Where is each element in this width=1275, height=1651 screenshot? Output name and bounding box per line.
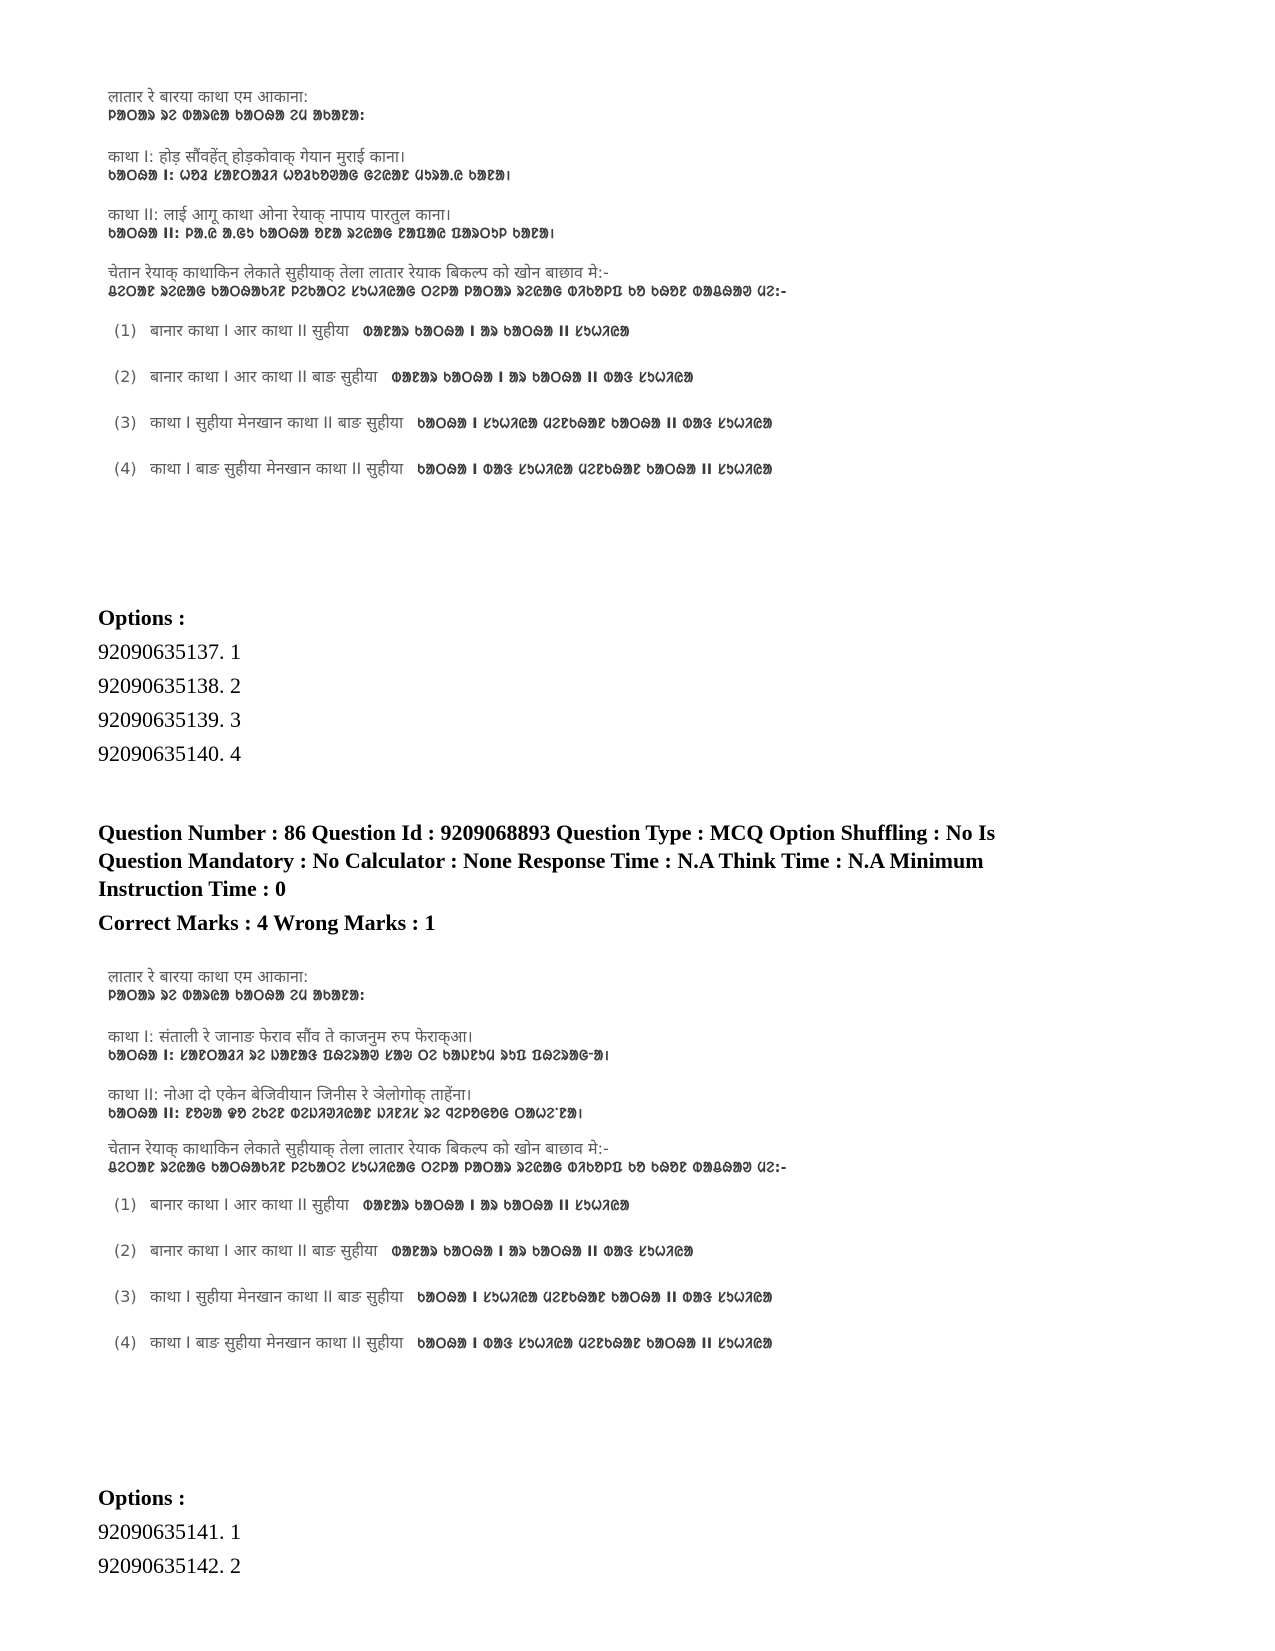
option-santali: ᱵᱟᱱᱟᱨ ᱠᱟᱛᱷᱟ I ᱟᱨ ᱠᱟᱛᱷᱟ II ᱵᱟᱝ ᱥᱩᱦᱤᱭᱟ — [391, 370, 694, 386]
q85-question-image — [108, 86, 948, 504]
q86-meta-line-2: Question Mandatory : No Calculator : None Response Time : N.A Think Time : N.A Minimum — [98, 848, 984, 873]
option-hindi: काथा I बाङ सुहीया मेनखान काथा II सुहीया — [150, 459, 404, 478]
option-hindi: काथा I सुहीया मेनखान काथा II बाङ सुहीया — [150, 413, 404, 432]
q85-statement-2-santali: ᱠᱟᱛᱷᱟ II: ᱞᱟᱹᱭ ᱟᱹᱜᱩ ᱠᱟᱛᱷᱟ ᱚᱱᱟ ᱨᱮᱭᱟᱜ ᱱᱟᱯᱟᱭ ᱯᱟᱨᱛᱩᱞ ᱠᱟᱱᱟ। — [108, 226, 555, 242]
option-santali: ᱠᱟᱛᱷᱟ I ᱵᱟᱝ ᱥᱩᱦᱤᱭᱟ ᱢᱮᱱᱠᱷᱟᱱ ᱠᱟᱛᱷᱟ II ᱥᱩᱦᱤᱭᱟ — [417, 1336, 773, 1352]
q86-statement-1-santali: ᱠᱟᱛᱷᱟ I: ᱥᱟᱱᱛᱟᱲᱤ ᱨᱮ ᱡᱟᱱᱟᱝ ᱯᱷᱮᱨᱟᱣ ᱥᱟᱶ ᱛᱮ ᱠᱟᱡᱱᱩᱢ ᱨᱩᱯ ᱯᱷᱮᱨᱟᱜᱼᱟ। — [108, 1048, 610, 1064]
option-hindi: बानार काथा I आर काथा II सुहीया — [150, 321, 349, 340]
option-santali: ᱠᱟᱛᱷᱟ I ᱥᱩᱦᱤᱭᱟ ᱢᱮᱱᱠᱷᱟᱱ ᱠᱟᱛᱷᱟ II ᱵᱟᱝ ᱥᱩᱦᱤᱭᱟ — [417, 1290, 773, 1306]
q86-meta-line-1: Question Number : 86 Question Id : 9209068893 Question Type : MCQ Option Shuffling : No Is — [98, 820, 996, 845]
option-hindi: बानार काथा I आर काथा II बाङ सुहीया — [150, 1241, 378, 1260]
option-hindi: बानार काथा I आर काथा II बाङ सुहीया — [150, 367, 378, 386]
q85-option-list — [108, 320, 948, 480]
option-id: 92090635139. 3 — [98, 707, 241, 732]
option-id: 92090635138. 2 — [98, 673, 241, 698]
q86-meta-line-3: Instruction Time : 0 — [98, 876, 287, 901]
q86-option-list — [108, 1194, 948, 1354]
option-id: 92090635140. 4 — [98, 741, 241, 766]
q86-option — [114, 1194, 948, 1216]
q86-marks: Correct Marks : 4 Wrong Marks : 1 — [98, 910, 436, 935]
option-number: (3) — [114, 1287, 137, 1306]
q86-option — [114, 1332, 948, 1354]
q85-option — [114, 458, 948, 480]
option-id: 92090635141. 1 — [98, 1519, 241, 1544]
option-number: (2) — [114, 367, 137, 386]
q86-options — [98, 1481, 241, 1583]
q86-meta — [98, 819, 1178, 937]
option-number: (2) — [114, 1241, 137, 1260]
options-heading: Options : — [98, 605, 186, 630]
q86-statement-2-hindi: काथा II: नोआ दो एकेन बेजिवीयान जिनीस रे ञेलोगोक् ताहेंना। — [108, 1085, 472, 1104]
option-santali: ᱠᱟᱛᱷᱟ I ᱥᱩᱦᱤᱭᱟ ᱢᱮᱱᱠᱷᱟᱱ ᱠᱟᱛᱷᱟ II ᱵᱟᱝ ᱥᱩᱦᱤᱭᱟ — [417, 416, 773, 432]
option-number: (4) — [114, 1333, 137, 1352]
q86-option — [114, 1286, 948, 1308]
q85-statement-2-hindi: काथा II: लाई आगू काथा ओना रेयाक् नापाय पारतुल काना। — [108, 205, 451, 224]
option-id: 92090635142. 2 — [98, 1553, 241, 1578]
q86-intro-hindi: लातार रे बारया काथा एम आकाना: — [108, 967, 309, 986]
q85-options — [98, 601, 241, 771]
q86-intro-santali: ᱞᱟᱛᱟᱨ ᱨᱮ ᱵᱟᱨᱭᱟ ᱠᱟᱛᱷᱟ ᱮᱢ ᱟᱠᱟᱱᱟ: — [108, 988, 366, 1004]
option-number: (1) — [114, 321, 137, 340]
q86-statement-2-santali: ᱠᱟᱛᱷᱟ II: ᱱᱚᱶᱟ ᱫᱚ ᱮᱠᱮᱱ ᱵᱮᱡᱤᱣᱤᱭᱟᱱ ᱡᱤᱱᱤᱥ ᱨᱮ ᱧᱮᱞᱚᱜᱚᱜ ᱛᱟᱦᱮᱸᱱᱟ। — [108, 1106, 583, 1122]
q85-prompt-hindi: चेतान रेयाक् काथाकिन लेकाते सुहीयाक् तेला लातार रेयाक बिकल्प को खोन बाछाव मे:- — [108, 263, 609, 282]
q86-option — [114, 1240, 948, 1262]
option-santali: ᱵᱟᱱᱟᱨ ᱠᱟᱛᱷᱟ I ᱟᱨ ᱠᱟᱛᱷᱟ II ᱵᱟᱝ ᱥᱩᱦᱤᱭᱟ — [391, 1244, 694, 1260]
q85-option — [114, 320, 948, 342]
q85-option — [114, 412, 948, 434]
option-number: (1) — [114, 1195, 137, 1214]
q86-prompt-hindi: चेतान रेयाक् काथाकिन लेकाते सुहीयाक् तेला लातार रेयाक बिकल्प को खोन बाछाव मे:- — [108, 1139, 609, 1158]
q85-intro-hindi: लातार रे बारया काथा एम आकाना: — [108, 87, 309, 106]
option-santali: ᱵᱟᱱᱟᱨ ᱠᱟᱛᱷᱟ I ᱟᱨ ᱠᱟᱛᱷᱟ II ᱥᱩᱦᱤᱭᱟ — [362, 1198, 630, 1214]
q86-question-image — [108, 966, 948, 1378]
q85-intro-santali: ᱞᱟᱛᱟᱨ ᱨᱮ ᱵᱟᱨᱭᱟ ᱠᱟᱛᱷᱟ ᱮᱢ ᱟᱠᱟᱱᱟ: — [108, 108, 366, 124]
option-hindi: काथा I बाङ सुहीया मेनखान काथा II सुहीया — [150, 1333, 404, 1352]
option-number: (3) — [114, 413, 137, 432]
q86-prompt-santali: ᱪᱮᱛᱟᱱ ᱨᱮᱭᱟᱜ ᱠᱟᱛᱷᱟᱠᱤᱱ ᱞᱮᱠᱟᱛᱮ ᱥᱩᱦᱤᱭᱟᱜ ᱛᱮᱞᱟ ᱞᱟᱛᱟᱨ ᱨᱮᱭᱟᱜ ᱵᱤᱠᱚᱞᱯ ᱠᱚ ᱠᱷᱚᱱ ᱵᱟᱪᱷᱟᱣ ᱢᱮ:- — [108, 1160, 787, 1176]
q85-statement-1-santali: ᱠᱟᱛᱷᱟ I: ᱦᱚᱲ ᱥᱟᱱᱛᱟᱲᱤ ᱦᱚᱲᱠᱚᱣᱟᱜ ᱜᱮᱭᱟᱱ ᱢᱩᱨᱟᱹᱭ ᱠᱟᱱᱟ। — [108, 168, 511, 184]
q85-statement-1-hindi: काथा I: होड़ सौंवहेंत् होड़कोवाक् गेयान मुराई काना। — [108, 147, 406, 166]
option-number: (4) — [114, 459, 137, 478]
option-hindi: बानार काथा I आर काथा II सुहीया — [150, 1195, 349, 1214]
option-id: 92090635137. 1 — [98, 639, 241, 664]
option-hindi: काथा I सुहीया मेनखान काथा II बाङ सुहीया — [150, 1287, 404, 1306]
option-santali: ᱵᱟᱱᱟᱨ ᱠᱟᱛᱷᱟ I ᱟᱨ ᱠᱟᱛᱷᱟ II ᱥᱩᱦᱤᱭᱟ — [362, 324, 630, 340]
option-santali: ᱠᱟᱛᱷᱟ I ᱵᱟᱝ ᱥᱩᱦᱤᱭᱟ ᱢᱮᱱᱠᱷᱟᱱ ᱠᱟᱛᱷᱟ II ᱥᱩᱦᱤᱭᱟ — [417, 462, 773, 478]
options-heading: Options : — [98, 1485, 186, 1510]
q86-statement-1-hindi: काथा I: संताली रे जानाङ फेराव सौंव ते काजनुम रुप फेराक्आ। — [108, 1027, 473, 1046]
q85-prompt-santali: ᱪᱮᱛᱟᱱ ᱨᱮᱭᱟᱜ ᱠᱟᱛᱷᱟᱠᱤᱱ ᱞᱮᱠᱟᱛᱮ ᱥᱩᱦᱤᱭᱟᱜ ᱛᱮᱞᱟ ᱞᱟᱛᱟᱨ ᱨᱮᱭᱟᱜ ᱵᱤᱠᱚᱞᱯ ᱠᱚ ᱠᱷᱚᱱ ᱵᱟᱪᱷᱟᱣ ᱢᱮ:- — [108, 284, 787, 300]
q85-option — [114, 366, 948, 388]
